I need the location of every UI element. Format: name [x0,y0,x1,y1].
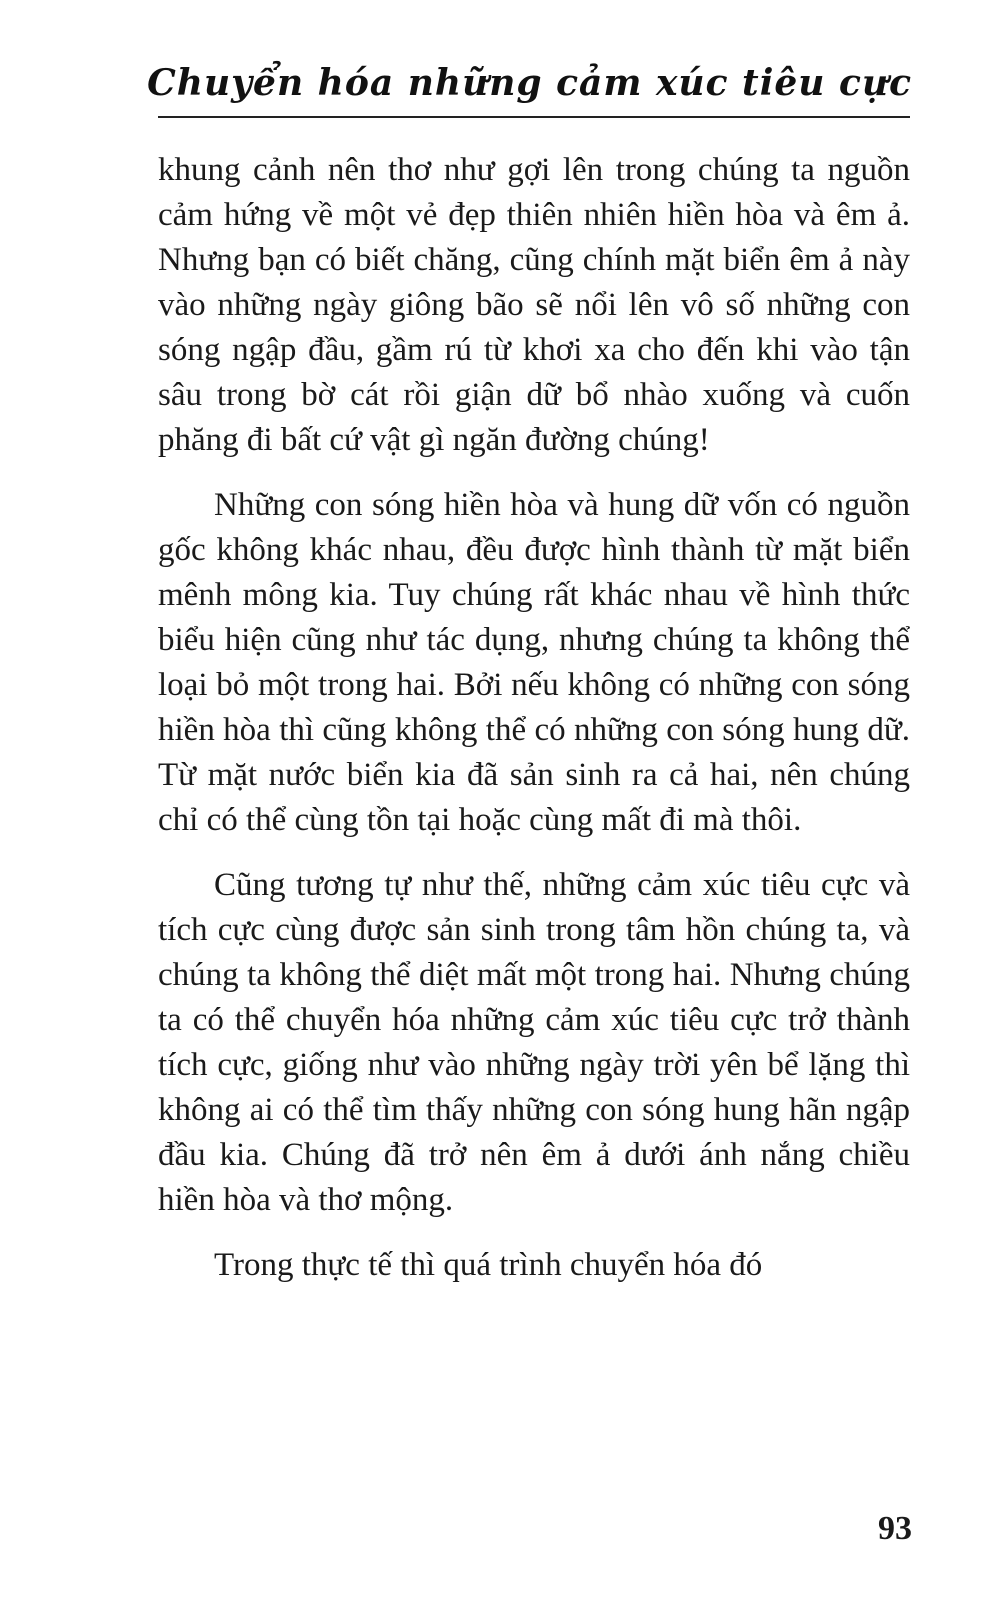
body-text [158,148,910,1308]
paragraph-continuation: khung cảnh nên thơ như gợi lên trong chúng ta nguồn cảm hứng về một vẻ đẹp thiên nhiên hiền hòa và êm ả. Nhưng bạn có biết chăng, cũng chính mặt biển êm ả này vào những ngày giông bão sẽ nổi lên vô số những con sóng ngập đầu, gầm rú từ khơi xa cho đến khi vào tận sâu trong bờ cát rồi giận dữ bổ nhào xuống và cuốn phăng đi bất cứ vật gì ngăn đường chúng! [158,152,910,458]
page-number: 93 [878,1510,912,1547]
paragraph: Những con sóng hiền hòa và hung dữ vốn có nguồn gốc không khác nhau, đều được hình thành từ mặt biển mênh mông kia. Tuy chúng rất khác nhau về hình thức biểu hiện cũng như tác dụng, nhưng chúng ta không thể loại bỏ một trong hai. Bởi nếu không có những con sóng hiền hòa thì cũng không thể có những con sóng hung dữ. Từ mặt nước biển kia đã sản sinh ra cả hai, nên chúng chỉ có thể cùng tồn tại hoặc cùng mất đi mà thôi. [158,487,910,838]
header-divider [158,116,910,118]
paragraph: Trong thực tế thì quá trình chuyển hóa đó [214,1247,763,1283]
paragraph: Cũng tương tự như thế, những cảm xúc tiêu cực và tích cực cùng được sản sinh trong tâm hồn chúng ta, và chúng ta không thể diệt mất một trong hai. Nhưng chúng ta có thể chuyển hóa những cảm xúc tiêu cực trở thành tích cực, giống như vào những ngày trời yên bể lặng thì không ai có thể tìm thấy những con sóng hung hãn ngập đầu kia. Chúng đã trở nên êm ả dưới ánh nắng chiều hiền hòa và thơ mộng. [158,867,910,1218]
running-header-title: Chuyển hóa những cảm xúc tiêu cực [147,62,912,104]
